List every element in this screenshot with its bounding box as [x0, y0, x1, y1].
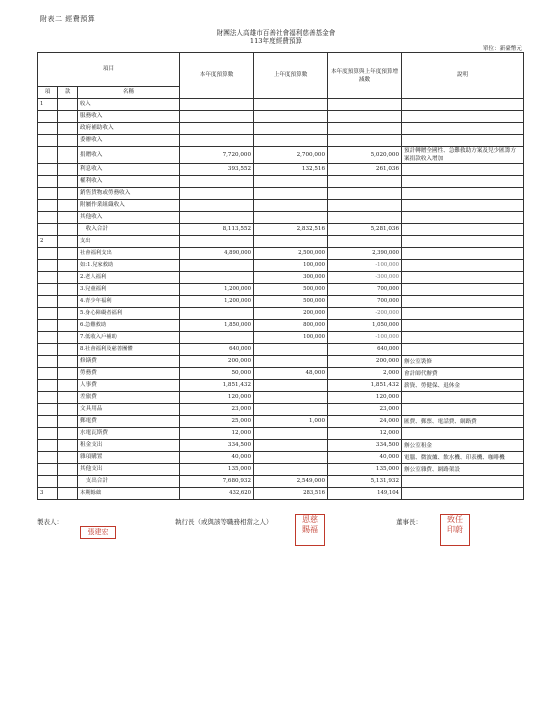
row-difference-cell: 12,000 — [328, 428, 402, 440]
row-xiang-cell — [38, 320, 58, 332]
row-xiang-cell — [38, 368, 58, 380]
row-kuan-cell — [58, 320, 78, 332]
row-difference-cell — [328, 188, 402, 200]
row-name-cell: 5.身心障礙者福利 — [78, 308, 180, 320]
row-remark-cell — [402, 200, 524, 212]
row-previous-cell: 2,500,000 — [254, 248, 328, 260]
row-previous-cell: 300,000 — [254, 272, 328, 284]
row-name-cell: 支出 — [78, 236, 180, 248]
row-xiang-cell — [38, 416, 58, 428]
row-previous-cell — [254, 99, 328, 111]
row-current-cell — [180, 272, 254, 284]
table-row — [38, 416, 524, 428]
row-kuan-cell — [58, 464, 78, 476]
row-remark-cell — [402, 260, 524, 272]
table-row — [38, 164, 524, 176]
row-difference-cell: 2,390,000 — [328, 248, 402, 260]
table-row — [38, 123, 524, 135]
row-remark-cell: 會計師代辦費 — [402, 368, 524, 380]
row-current-cell — [180, 111, 254, 123]
table-row — [38, 476, 524, 488]
row-remark-cell — [402, 176, 524, 188]
row-kuan-cell — [58, 284, 78, 296]
row-kuan-cell — [58, 200, 78, 212]
table-row — [38, 464, 524, 476]
row-remark-cell — [402, 476, 524, 488]
row-remark-cell — [402, 236, 524, 248]
row-remark-cell — [402, 428, 524, 440]
row-kuan-cell — [58, 111, 78, 123]
row-xiang-cell — [38, 188, 58, 200]
row-xiang-cell: 3 — [38, 488, 58, 500]
row-name-cell: 委辦收入 — [78, 135, 180, 147]
row-remark-cell — [402, 308, 524, 320]
row-current-cell: 50,000 — [180, 368, 254, 380]
row-previous-cell — [254, 200, 328, 212]
row-remark-cell — [402, 99, 524, 111]
row-previous-cell — [254, 392, 328, 404]
row-previous-cell — [254, 176, 328, 188]
row-current-cell — [180, 176, 254, 188]
header-difference: 本年度預算與上年度預算增減數 — [328, 53, 402, 99]
row-kuan-cell — [58, 296, 78, 308]
table-row — [38, 212, 524, 224]
row-remark-cell — [402, 488, 524, 500]
row-kuan-cell — [58, 272, 78, 284]
row-remark-cell — [402, 320, 524, 332]
row-name-cell: 收入 — [78, 99, 180, 111]
row-remark-cell — [402, 332, 524, 344]
document-title: 財團法人高雄市百善社會福利慈善基金會 — [216, 29, 336, 37]
row-difference-cell: 5,281,036 — [328, 224, 402, 236]
row-xiang-cell — [38, 344, 58, 356]
table-row — [38, 176, 524, 188]
row-current-cell: 7,720,000 — [180, 147, 254, 164]
row-current-cell: 1,851,432 — [180, 380, 254, 392]
row-previous-cell: 48,000 — [254, 368, 328, 380]
row-name-cell: 2.老人福利 — [78, 272, 180, 284]
row-current-cell — [180, 123, 254, 135]
row-previous-cell: 800,000 — [254, 320, 328, 332]
row-difference-cell: 700,000 — [328, 296, 402, 308]
row-xiang-cell: 2 — [38, 236, 58, 248]
row-previous-cell: 100,000 — [254, 332, 328, 344]
row-difference-cell: 1,851,432 — [328, 380, 402, 392]
row-difference-cell: 5,020,000 — [328, 147, 402, 164]
row-current-cell: 25,000 — [180, 416, 254, 428]
row-previous-cell: 2,549,000 — [254, 476, 328, 488]
row-xiang-cell — [38, 260, 58, 272]
row-current-cell: 23,000 — [180, 404, 254, 416]
row-difference-cell: 40,000 — [328, 452, 402, 464]
row-difference-cell: 1,050,000 — [328, 320, 402, 332]
header-current-budget: 本年度預算數 — [180, 53, 254, 99]
row-kuan-cell — [58, 135, 78, 147]
row-remark-cell: 薪資、勞健保、退休金 — [402, 380, 524, 392]
row-name-cell: 郵電費 — [78, 416, 180, 428]
row-current-cell: 200,000 — [180, 356, 254, 368]
row-kuan-cell — [58, 164, 78, 176]
row-name-cell: 其他收入 — [78, 212, 180, 224]
row-difference-cell: 640,000 — [328, 344, 402, 356]
table-row — [38, 488, 524, 500]
table-row — [38, 188, 524, 200]
row-xiang-cell — [38, 452, 58, 464]
row-difference-cell: 334,500 — [328, 440, 402, 452]
row-name-cell: 租金支出 — [78, 440, 180, 452]
table-row — [38, 260, 524, 272]
row-kuan-cell — [58, 488, 78, 500]
row-name-cell: 3.兒童福利 — [78, 284, 180, 296]
row-xiang-cell — [38, 147, 58, 164]
row-kuan-cell — [58, 332, 78, 344]
table-row — [38, 296, 524, 308]
row-name-cell: 4.青少年福利 — [78, 296, 180, 308]
row-name-cell: 社會福利支出 — [78, 248, 180, 260]
table-row — [38, 404, 524, 416]
row-previous-cell — [254, 428, 328, 440]
row-difference-cell: 200,000 — [328, 356, 402, 368]
budget-table — [37, 52, 524, 500]
row-current-cell: 135,000 — [180, 464, 254, 476]
row-current-cell — [180, 200, 254, 212]
row-current-cell — [180, 332, 254, 344]
row-difference-cell: 5,131,932 — [328, 476, 402, 488]
row-difference-cell: 135,000 — [328, 464, 402, 476]
table-row — [38, 320, 524, 332]
row-remark-cell — [402, 164, 524, 176]
row-remark-cell: 電腦、微波爐、飲水機、印表機、咖啡機 — [402, 452, 524, 464]
row-difference-cell: -100,000 — [328, 260, 402, 272]
row-xiang-cell — [38, 164, 58, 176]
row-kuan-cell — [58, 476, 78, 488]
preparer-label: 製表人： — [37, 518, 63, 526]
row-current-cell — [180, 188, 254, 200]
row-previous-cell: 2,832,516 — [254, 224, 328, 236]
row-name-cell: 服務收入 — [78, 111, 180, 123]
row-previous-cell — [254, 212, 328, 224]
row-current-cell: 4,890,000 — [180, 248, 254, 260]
row-name-cell: 人事費 — [78, 380, 180, 392]
row-kuan-cell — [58, 212, 78, 224]
row-kuan-cell — [58, 236, 78, 248]
row-kuan-cell — [58, 344, 78, 356]
row-remark-cell — [402, 212, 524, 224]
row-kuan-cell — [58, 176, 78, 188]
row-name-cell: 捐贈收入 — [78, 147, 180, 164]
row-name-cell: 修繕費 — [78, 356, 180, 368]
row-kuan-cell — [58, 428, 78, 440]
row-difference-cell — [328, 99, 402, 111]
row-remark-cell: 匯費、郵票、電話費、網路費 — [402, 416, 524, 428]
row-kuan-cell — [58, 99, 78, 111]
row-previous-cell: 100,000 — [254, 260, 328, 272]
row-previous-cell — [254, 135, 328, 147]
row-xiang-cell — [38, 212, 58, 224]
row-name-cell: 差旅費 — [78, 392, 180, 404]
table-row — [38, 284, 524, 296]
row-difference-cell — [328, 135, 402, 147]
table-row — [38, 368, 524, 380]
document-subtitle: 113年度經費預算 — [249, 37, 303, 45]
row-current-cell — [180, 99, 254, 111]
row-remark-cell: 辦公室租金 — [402, 440, 524, 452]
row-name-cell: 雜項購置 — [78, 452, 180, 464]
table-row — [38, 224, 524, 236]
row-difference-cell: 23,000 — [328, 404, 402, 416]
row-xiang-cell — [38, 356, 58, 368]
row-xiang-cell — [38, 224, 58, 236]
row-remark-cell — [402, 404, 524, 416]
row-current-cell: 393,552 — [180, 164, 254, 176]
row-difference-cell: 24,000 — [328, 416, 402, 428]
row-difference-cell — [328, 123, 402, 135]
row-current-cell — [180, 260, 254, 272]
table-row — [38, 332, 524, 344]
row-previous-cell — [254, 404, 328, 416]
row-current-cell: 640,000 — [180, 344, 254, 356]
row-remark-cell — [402, 392, 524, 404]
table-row — [38, 135, 524, 147]
row-name-cell: 勞務費 — [78, 368, 180, 380]
row-kuan-cell — [58, 147, 78, 164]
row-previous-cell: 132,516 — [254, 164, 328, 176]
row-difference-cell: -100,000 — [328, 332, 402, 344]
row-previous-cell: 2,700,000 — [254, 147, 328, 164]
row-previous-cell: 500,000 — [254, 284, 328, 296]
row-kuan-cell — [58, 260, 78, 272]
row-previous-cell — [254, 380, 328, 392]
row-remark-cell — [402, 344, 524, 356]
row-xiang-cell — [38, 476, 58, 488]
currency-unit: 單位：新臺幣元 — [482, 46, 522, 52]
row-kuan-cell — [58, 308, 78, 320]
row-current-cell: 1,200,000 — [180, 296, 254, 308]
row-previous-cell — [254, 464, 328, 476]
row-difference-cell — [328, 176, 402, 188]
row-previous-cell — [254, 344, 328, 356]
row-remark-cell — [402, 111, 524, 123]
row-name-cell: 6.急難救助 — [78, 320, 180, 332]
row-xiang-cell — [38, 135, 58, 147]
row-name-cell: 權利收入 — [78, 176, 180, 188]
row-difference-cell: 120,000 — [328, 392, 402, 404]
row-difference-cell — [328, 236, 402, 248]
row-xiang-cell — [38, 440, 58, 452]
table-row — [38, 308, 524, 320]
budget-rows — [38, 99, 524, 500]
row-remark-cell — [402, 248, 524, 260]
row-previous-cell — [254, 440, 328, 452]
row-name-cell: 收入合計 — [78, 224, 180, 236]
row-remark-cell: 辦公室裝修 — [402, 356, 524, 368]
table-row — [38, 99, 524, 111]
row-name-cell: 政府補助收入 — [78, 123, 180, 135]
table-row — [38, 428, 524, 440]
row-previous-cell — [254, 356, 328, 368]
row-kuan-cell — [58, 368, 78, 380]
row-difference-cell: -300,000 — [328, 272, 402, 284]
row-previous-cell — [254, 236, 328, 248]
header-previous-budget: 上年度預算數 — [254, 53, 328, 99]
row-kuan-cell — [58, 440, 78, 452]
table-row — [38, 356, 524, 368]
row-difference-cell: 700,000 — [328, 284, 402, 296]
row-xiang-cell — [38, 272, 58, 284]
row-name-cell: 支出合計 — [78, 476, 180, 488]
row-previous-cell — [254, 188, 328, 200]
row-kuan-cell — [58, 356, 78, 368]
executive-seal: 恩慈 賜福 — [295, 514, 325, 546]
row-name-cell: 如:1.兒家救助 — [78, 260, 180, 272]
row-remark-cell — [402, 135, 524, 147]
row-kuan-cell — [58, 248, 78, 260]
row-remark-cell: 預計轉贈全國性、急難救助方案及兒少匯籌方案捐款收入增加 — [402, 147, 524, 164]
row-previous-cell — [254, 111, 328, 123]
header-remark: 說明 — [402, 53, 524, 99]
row-xiang-cell — [38, 404, 58, 416]
row-remark-cell: 辦公室雜費、網路架設 — [402, 464, 524, 476]
row-name-cell: 8.社會福利及慈善團體 — [78, 344, 180, 356]
row-current-cell: 1,850,000 — [180, 320, 254, 332]
row-previous-cell — [254, 123, 328, 135]
row-remark-cell — [402, 272, 524, 284]
row-remark-cell — [402, 296, 524, 308]
row-previous-cell: 500,000 — [254, 296, 328, 308]
row-previous-cell — [254, 452, 328, 464]
row-name-cell: 7.低收入戶補助 — [78, 332, 180, 344]
row-difference-cell: -200,000 — [328, 308, 402, 320]
row-difference-cell — [328, 212, 402, 224]
row-remark-cell — [402, 284, 524, 296]
preparer-seal: 張建宏 — [80, 526, 116, 539]
row-remark-cell — [402, 224, 524, 236]
row-name-cell: 文具用品 — [78, 404, 180, 416]
row-xiang-cell — [38, 332, 58, 344]
row-difference-cell: 2,000 — [328, 368, 402, 380]
row-xiang-cell — [38, 464, 58, 476]
row-name-cell: 附屬作業組織收入 — [78, 200, 180, 212]
row-previous-cell: 200,000 — [254, 308, 328, 320]
row-name-cell: 其他支出 — [78, 464, 180, 476]
row-xiang-cell — [38, 123, 58, 135]
table-row — [38, 111, 524, 123]
table-row — [38, 392, 524, 404]
header-name: 名稱 — [78, 87, 180, 99]
row-kuan-cell — [58, 123, 78, 135]
chairman-label: 董事長： — [396, 518, 422, 526]
row-xiang-cell: 1 — [38, 99, 58, 111]
row-current-cell — [180, 236, 254, 248]
row-difference-cell — [328, 200, 402, 212]
row-current-cell: 432,620 — [180, 488, 254, 500]
row-xiang-cell — [38, 284, 58, 296]
chairman-seal: 致任 印蔚 — [440, 514, 470, 546]
row-kuan-cell — [58, 452, 78, 464]
table-row — [38, 248, 524, 260]
row-name-cell: 本期餘絀 — [78, 488, 180, 500]
row-kuan-cell — [58, 416, 78, 428]
row-remark-cell — [402, 188, 524, 200]
row-xiang-cell — [38, 200, 58, 212]
table-row — [38, 272, 524, 284]
row-xiang-cell — [38, 248, 58, 260]
table-row — [38, 147, 524, 164]
row-current-cell — [180, 308, 254, 320]
row-current-cell: 12,000 — [180, 428, 254, 440]
row-previous-cell: 283,516 — [254, 488, 328, 500]
row-xiang-cell — [38, 308, 58, 320]
header-item: 項目 — [38, 53, 180, 87]
row-kuan-cell — [58, 392, 78, 404]
row-previous-cell: 1,000 — [254, 416, 328, 428]
row-name-cell: 水電瓦斯費 — [78, 428, 180, 440]
row-current-cell: 334,500 — [180, 440, 254, 452]
row-remark-cell — [402, 123, 524, 135]
table-row — [38, 440, 524, 452]
row-kuan-cell — [58, 380, 78, 392]
table-row — [38, 236, 524, 248]
row-xiang-cell — [38, 176, 58, 188]
table-row — [38, 452, 524, 464]
row-current-cell: 40,000 — [180, 452, 254, 464]
table-row — [38, 344, 524, 356]
row-kuan-cell — [58, 404, 78, 416]
row-difference-cell: 261,036 — [328, 164, 402, 176]
row-difference-cell — [328, 111, 402, 123]
row-xiang-cell — [38, 392, 58, 404]
row-current-cell — [180, 212, 254, 224]
table-row — [38, 200, 524, 212]
row-current-cell: 7,680,932 — [180, 476, 254, 488]
row-xiang-cell — [38, 111, 58, 123]
row-xiang-cell — [38, 428, 58, 440]
row-name-cell: 銷售貨物或勞務收入 — [78, 188, 180, 200]
row-xiang-cell — [38, 296, 58, 308]
row-current-cell: 1,200,000 — [180, 284, 254, 296]
header-kuan: 款 — [58, 87, 78, 99]
table-row — [38, 380, 524, 392]
row-xiang-cell — [38, 380, 58, 392]
row-name-cell: 利息收入 — [78, 164, 180, 176]
row-difference-cell: 149,104 — [328, 488, 402, 500]
executive-label: 執行長（或與該等職務相當之人） — [175, 518, 273, 526]
attachment-label: 附表二 經費預算 — [40, 15, 96, 23]
row-current-cell: 8,113,552 — [180, 224, 254, 236]
header-xiang: 項 — [38, 87, 58, 99]
row-current-cell: 120,000 — [180, 392, 254, 404]
row-current-cell — [180, 135, 254, 147]
row-kuan-cell — [58, 224, 78, 236]
row-kuan-cell — [58, 188, 78, 200]
